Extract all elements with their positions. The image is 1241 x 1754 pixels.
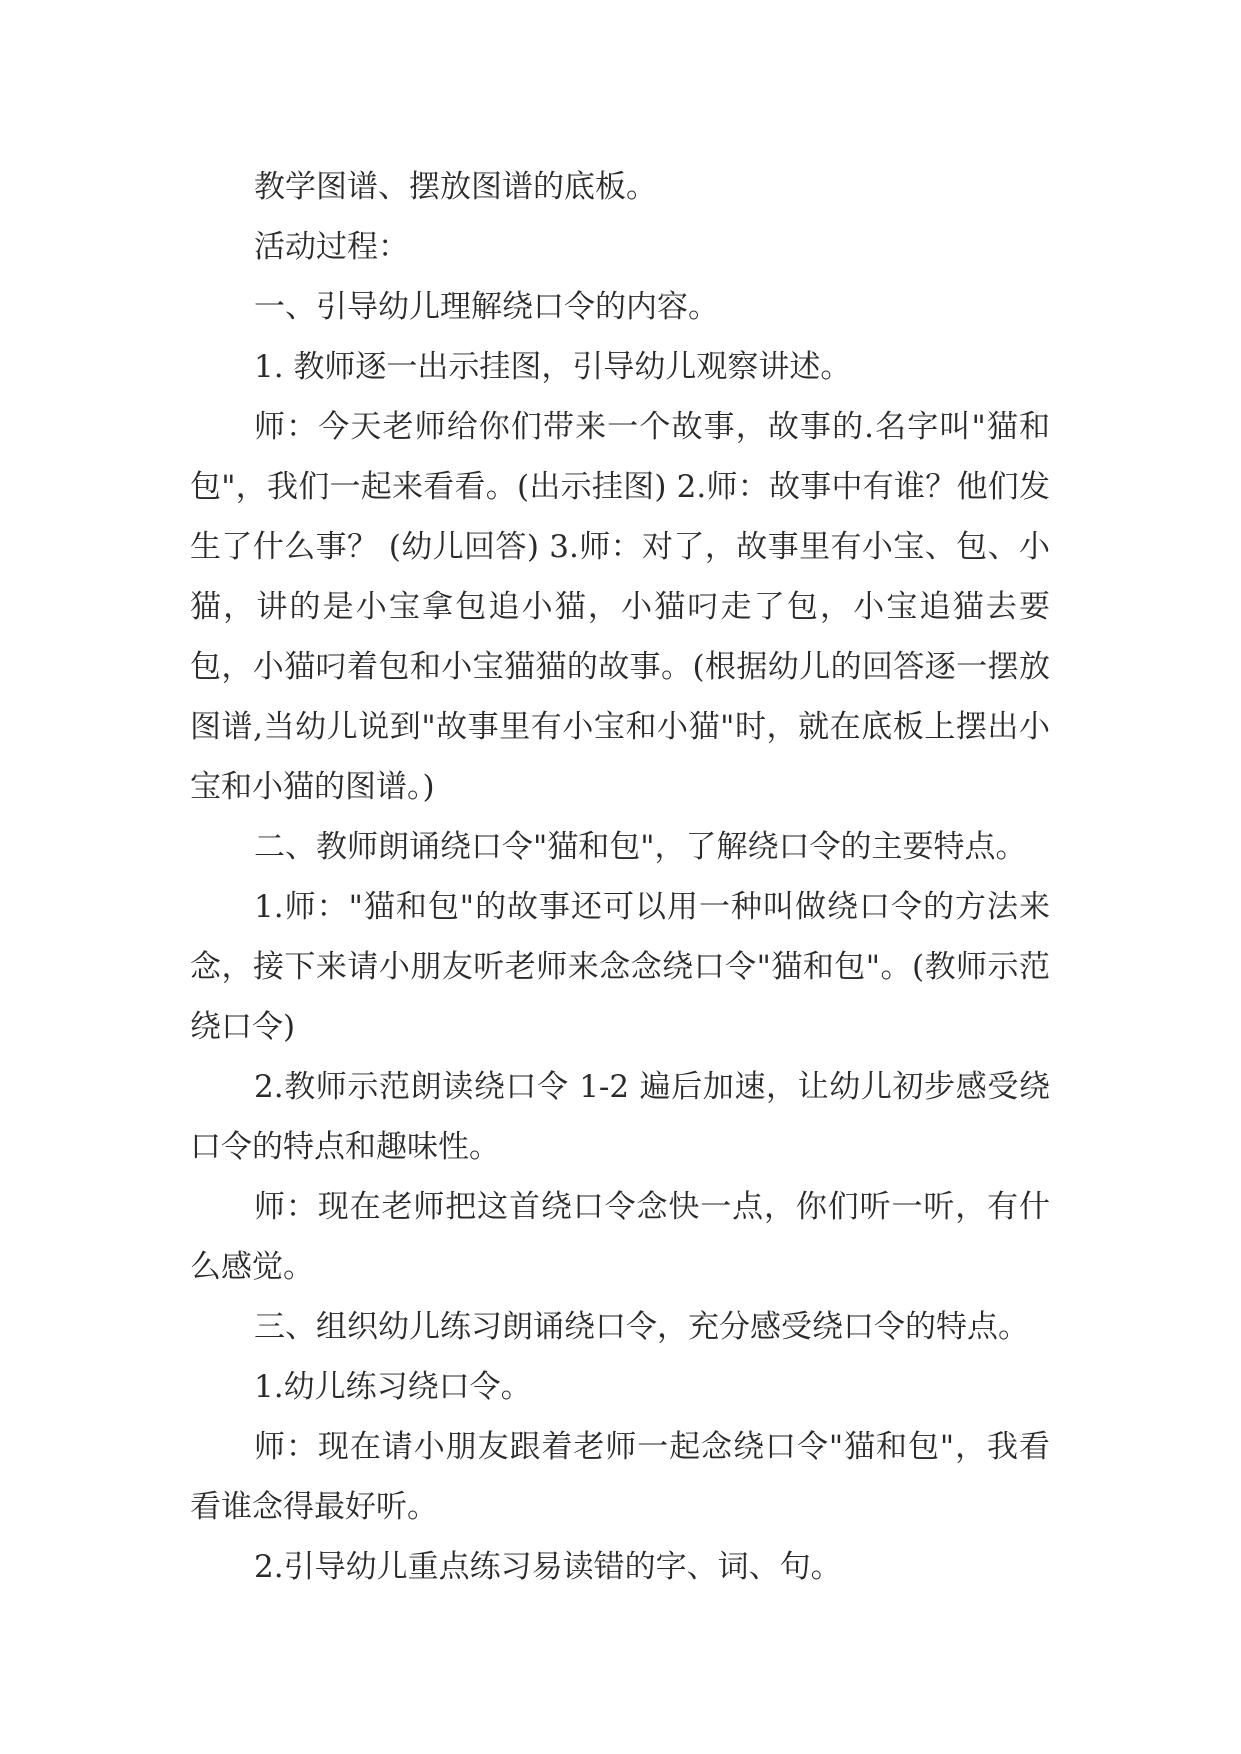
document-body (190, 157, 1050, 1597)
paragraph-step-1: 1. 教师逐一出示挂图，引导幼儿观察讲述。 (254, 349, 852, 385)
paragraph-section-two-heading: 二、教师朗诵绕口令"猫和包"，了解绕口令的主要特点。 (254, 829, 1027, 865)
paragraph-teacher-practice: 师：现在请小朋友跟着老师一起念绕口令"猫和包"，我看看谁念得最好听。 (190, 1429, 1050, 1525)
paragraph-materials: 教学图谱、摆放图谱的底板。 (254, 169, 657, 205)
paragraph-section-three-step-2: 2.引导幼儿重点练习易读错的字、词、句。 (254, 1549, 842, 1585)
paragraph-activity-process-heading: 活动过程： (254, 229, 409, 265)
paragraph-story-dialogue: 师：今天老师给你们带来一个故事，故事的.名字叫"猫和包"，我们一起来看看。(出示挂图) 2.师：故事中有谁？他们发生了什么事？ (幼儿回答) 3.师：对了，故事里有小宝、包、小猫，讲的是小宝拿包追小猫，小猫叼走了包，小宝追猫去要包，小猫叼着包和小宝猫猫的故事。(根据幼儿的回答逐一摆放图谱,当幼儿说到"故事里有小宝和小猫"时，就在底板上摆出小宝和小猫的图谱。) (190, 409, 1050, 805)
paragraph-section-three-step-1: 1.幼儿练习绕口令。 (254, 1369, 532, 1405)
paragraph-section-three-heading: 三、组织幼儿练习朗诵绕口令，充分感受绕口令的特点。 (254, 1309, 1029, 1345)
paragraph-section-two-step-2: 2.教师示范朗读绕口令 1-2 遍后加速，让幼儿初步感受绕口令的特点和趣味性。 (190, 1069, 1050, 1165)
paragraph-teacher-speed-up: 师：现在老师把这首绕口令念快一点，你们听一听，有什么感觉。 (190, 1189, 1050, 1285)
paragraph-section-one-heading: 一、引导幼儿理解绕口令的内容。 (254, 289, 719, 325)
paragraph-section-two-step-1: 1.师："猫和包"的故事还可以用一种叫做绕口令的方法来念，接下来请小朋友听老师来念念绕口令"猫和包"。(教师示范绕口令) (190, 889, 1050, 1045)
